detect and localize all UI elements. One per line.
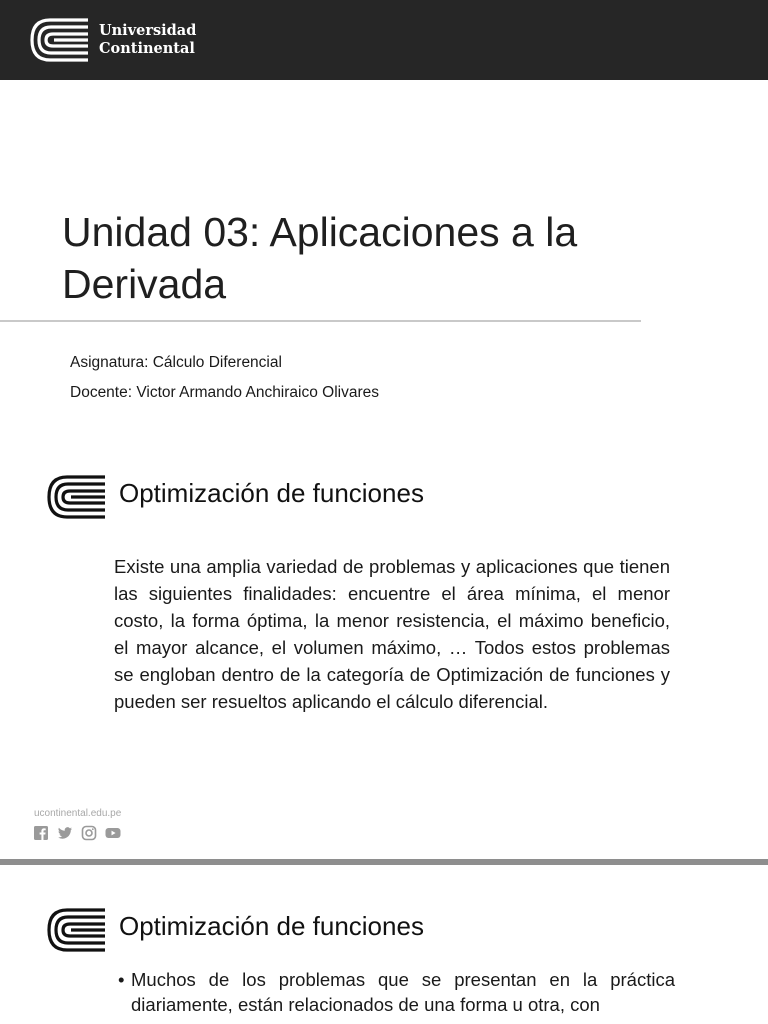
header-bar <box>0 0 768 80</box>
social-links <box>33 825 121 841</box>
continental-logo-icon <box>45 906 107 954</box>
title-line-2: Derivada <box>62 261 227 307</box>
section-heading: Optimización de funciones <box>119 478 424 508</box>
teacher-label: Docente: Victor Armando Anchiraico Olivares <box>70 384 380 401</box>
continental-logo-icon <box>45 473 107 521</box>
intro-paragraph: Existe una amplia variedad de problemas y aplicaciones que tienen las siguientes finalidades: encuentre el área mínima, el menor costo, la forma óptima, la menor resistencia, el máximo beneficio, el mayor alcance, el volumen máximo, … Todos estos problemas se engloban dentro de la categoría de Optimización de funciones y pueden ser resueltos aplicando el cálculo diferencial. <box>114 556 670 712</box>
continental-logo-icon <box>28 16 90 64</box>
subject-label: Asignatura: Cálculo Diferencial <box>70 354 282 371</box>
bullet-item: • Muchos de los problemas que se presentan en la práctica diariamente, están relacionados de una forma u otra, con <box>118 967 675 1017</box>
facebook-icon[interactable] <box>33 825 49 841</box>
bullet-list <box>118 967 675 1017</box>
youtube-icon[interactable] <box>105 825 121 841</box>
brand-name <box>99 22 196 58</box>
slide-divider <box>0 859 768 865</box>
course-info <box>70 348 379 408</box>
brand-line-2: Continental <box>99 40 195 57</box>
footer-url[interactable]: ucontinental.edu.pe <box>34 808 122 819</box>
title-line-1: Unidad 03: Aplicaciones a la <box>62 209 578 255</box>
section-heading: Optimización de funciones <box>119 911 424 941</box>
twitter-icon[interactable] <box>57 825 73 841</box>
brand-line-1: Universidad <box>99 22 197 39</box>
title-divider <box>0 320 641 322</box>
slide-title <box>62 206 702 310</box>
instagram-icon[interactable] <box>81 825 97 841</box>
